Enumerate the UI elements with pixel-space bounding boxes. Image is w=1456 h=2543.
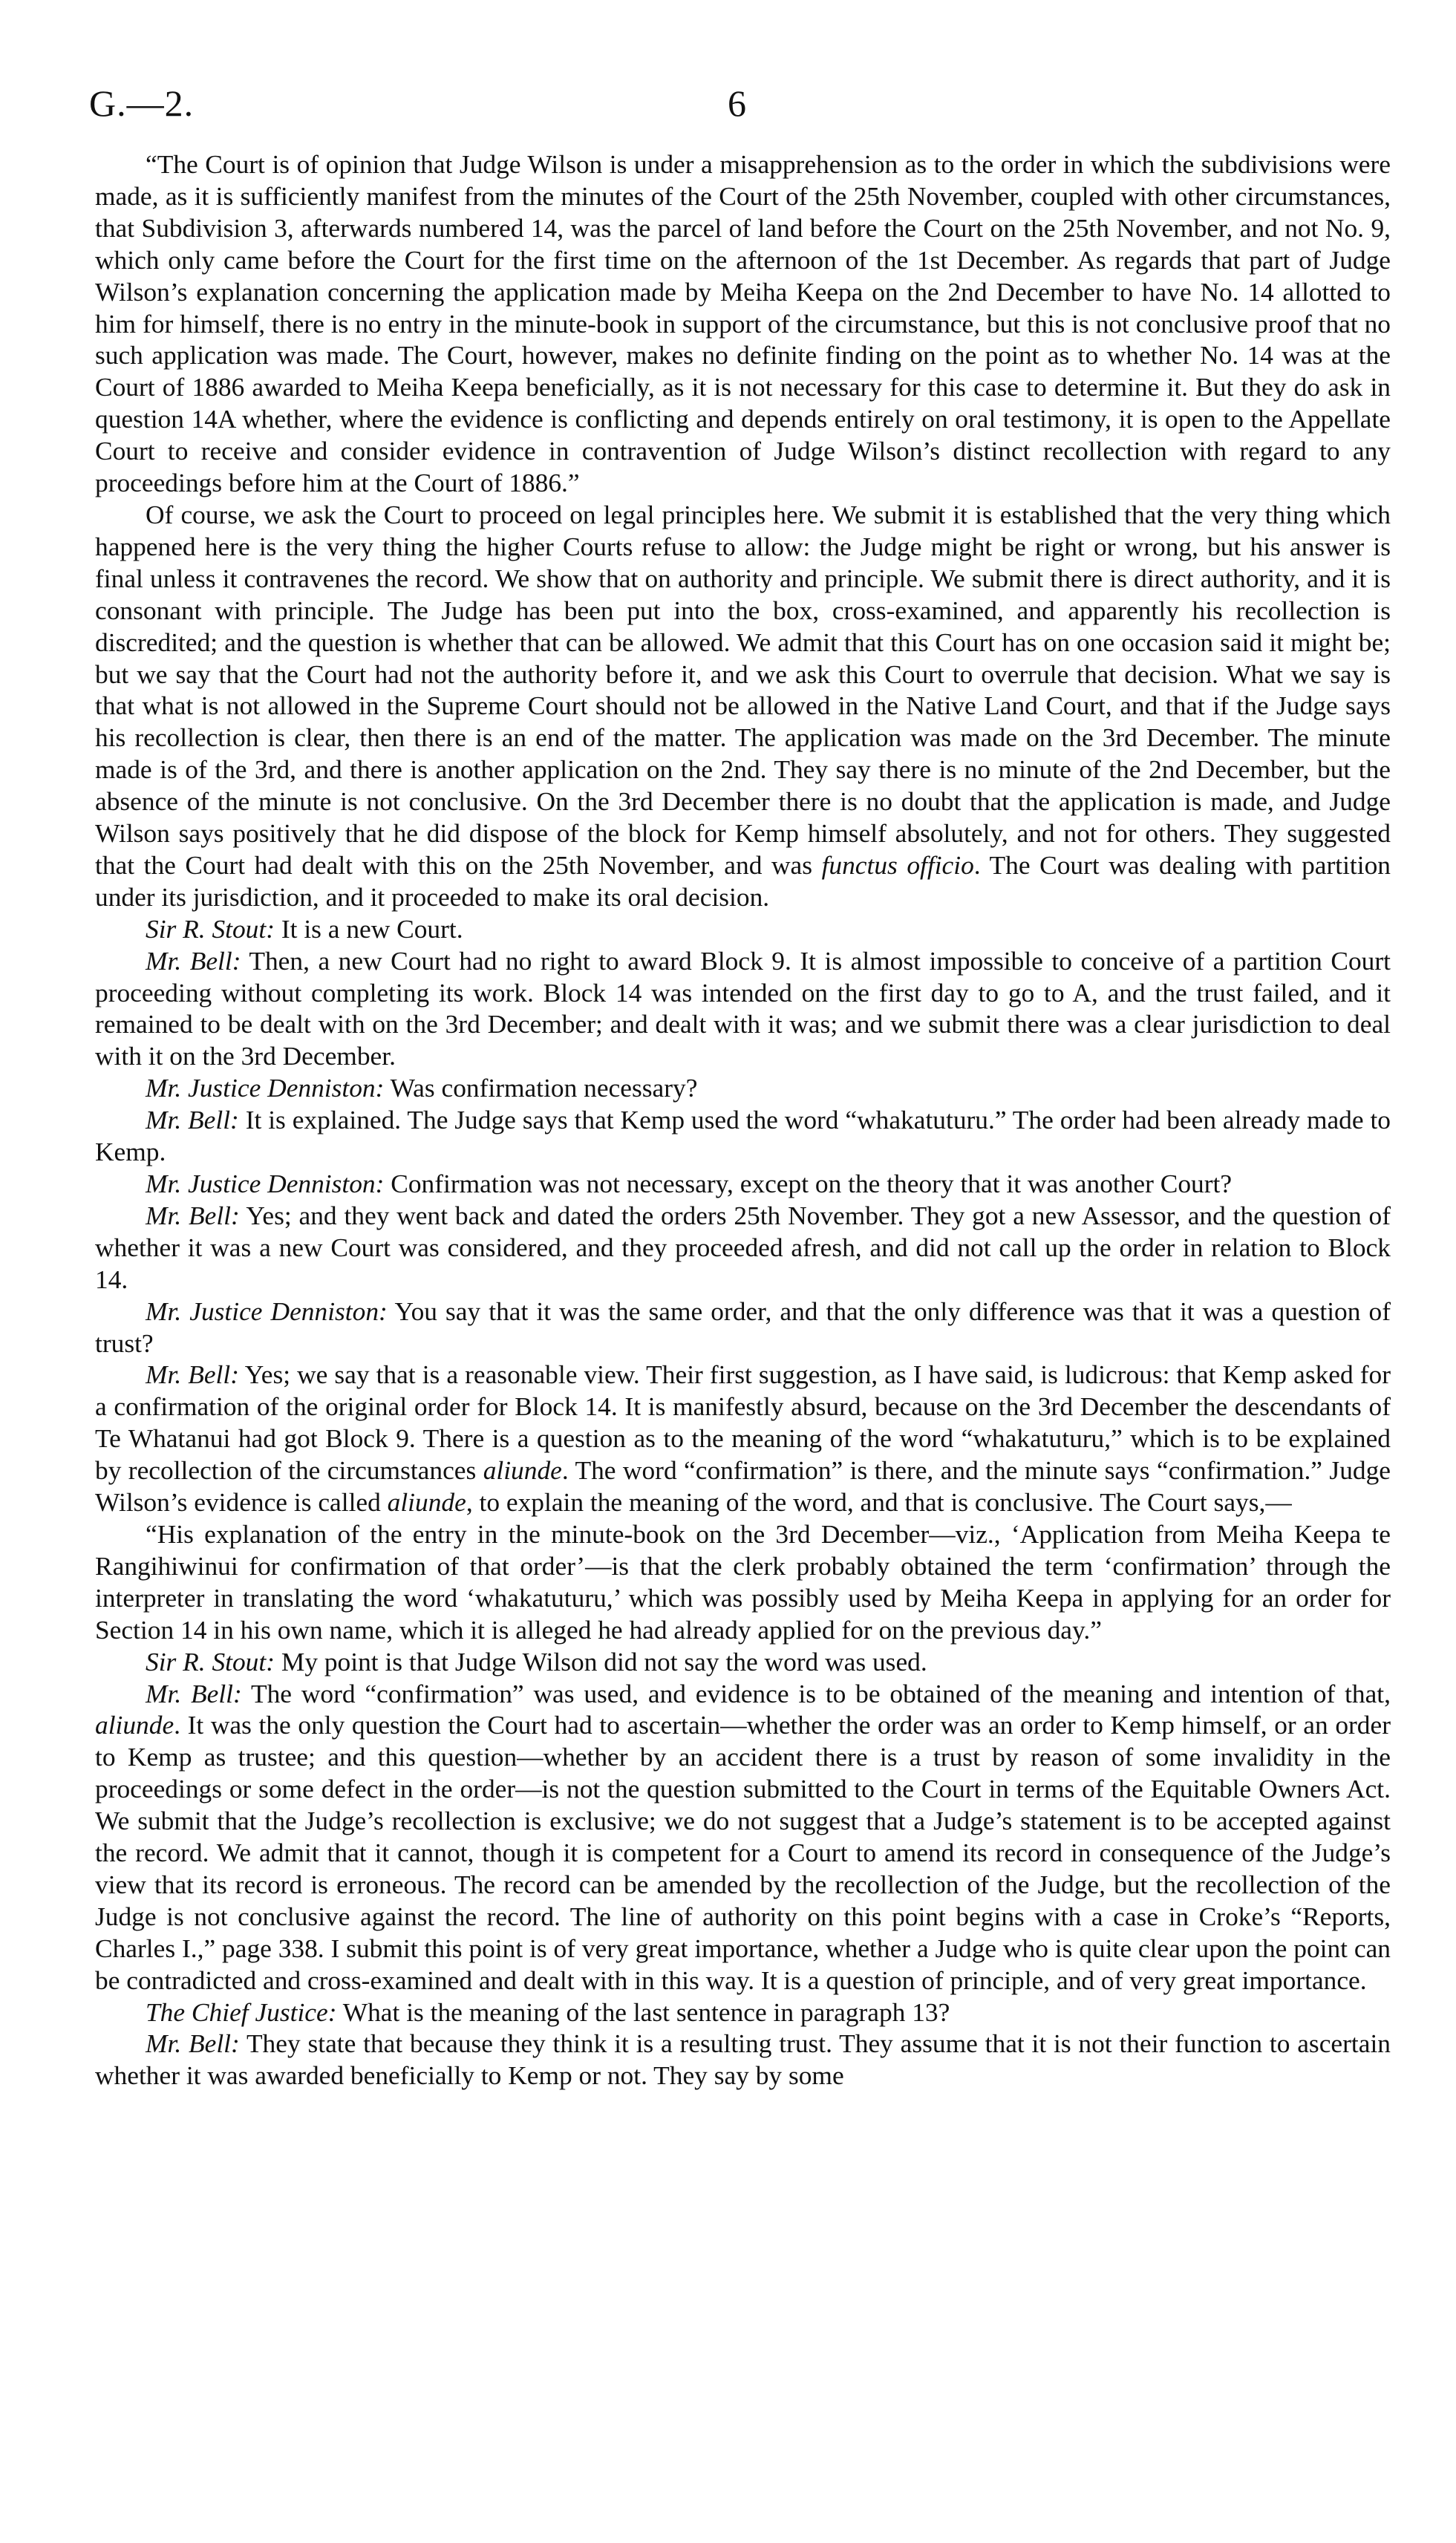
speaker-name: Mr. Justice Denniston: [146, 1296, 388, 1326]
paragraph [95, 1646, 1391, 1678]
paragraph [95, 1296, 1391, 1359]
paragraph [95, 1200, 1391, 1296]
speaker-name: Mr. Bell: [146, 1200, 240, 1230]
paragraph [95, 1072, 1391, 1104]
page-header [89, 82, 1396, 126]
paragraph-text: They state that because they think it is a resulting trust. They assume that it is not their function to ascertain whether it was awarded beneficially to Kemp or not. They say by some [95, 2028, 1391, 2091]
paragraph [95, 148, 1391, 499]
paragraph [95, 1168, 1391, 1200]
speaker-name: Mr. Bell: [146, 2028, 240, 2059]
paragraph [95, 913, 1391, 945]
speaker-name: Mr. Bell: [146, 1678, 242, 1708]
speaker-name: Sir R. Stout: [146, 913, 275, 944]
paragraph-text: You say that it was the same order, and that the only difference was that it was a question of trust? [95, 1296, 1391, 1358]
italic-term: aliunde [387, 1487, 466, 1518]
paragraph-text: “The Court is of opinion that Judge Wilson is under a misapprehension as to the order in which the subdivisions were made, as it is sufficiently manifest from the minutes of the Court of the 25th November, coupled with other circumstances, that Subdivision 3, afterwards numbered 14, was the parcel of land before the Court on the 25th November, and not No. 9, which only came before the Court for the first time on the afternoon of the 1st December. As regards that part of Judge Wilson’s explanation concerning the application made by Meiha Keepa on the 2nd December to have No. 14 allotted to him for himself, there is no entry in the minute-book in support of the circumstance, but this is not conclusive proof that no such application was made. The Court, however, makes no definite finding on the point as to whether No. 14 was at the Court of 1886 awarded to Meiha Keepa beneficially, as it is not necessary for this case to determine it. But they do ask in question 14A whether, where the evidence is conflicting and depends entirely on oral testimony, it is open to the Appellate Court to receive and consider evidence in contravention of Judge Wilson’s distinct recollection with regard to any proceedings before him at the Court of 1886.” [95, 149, 1391, 498]
paragraph-text: Was confirmation necessary? [384, 1073, 698, 1103]
speaker-name: Mr. Bell: [146, 1359, 239, 1390]
speaker-name: The Chief Justice: [146, 1997, 337, 2027]
paragraph-text: The word “confirmation” was used, and evidence is to be obtained of the meaning and intention of that, [241, 1678, 1391, 1708]
page-number: 6 [728, 82, 746, 124]
paragraph [95, 945, 1391, 1073]
paragraph-text: Of course, we ask the Court to proceed on legal principles here. We submit it is established that the very thing which happened here is the very thing the higher Courts refuse to allow: the Judge might be right or wrong, but his answer is final unless it contravenes the record. We show that on authority and principle. We submit there is direct authority, and it is consonant with principle. The Judge has been put into the box, cross-examined, and apparently his recollection is discredited; and the question is whether that can be allowed. We admit that this Court has on one occasion said it might be; but we say that the Court had not the authority before it, and we ask this Court to overrule that decision. What we say is that what is not allowed in the Supreme Court should not be allowed in the Native Land Court, and that if the Judge says his recollection is clear, then there is an end of the matter. The application was made on the 3rd December. The minute made is of the 3rd, and there is another application on the 2nd. They say there is no minute of the 2nd December, but the absence of the minute is not conclusive. On the 3rd December there is no doubt that the application is made, and Judge Wilson says positively that he did dispose of the block for Kemp himself absolutely, and not for others. They suggested that the Court had dealt with this on the 25th November, and was [95, 499, 1391, 880]
paragraph-text: . The word “confirmation” is there, and the minute says “confirmation.” Judge Wilson’s evidence is called [95, 1455, 1391, 1518]
paragraph-text: Confirmation was not necessary, except on the theory that it was another Court? [384, 1169, 1233, 1198]
document-code: G.—2. [89, 82, 195, 124]
document-body [95, 148, 1391, 2092]
speaker-name: Mr. Justice Denniston: [146, 1169, 385, 1198]
italic-term: aliunde [483, 1455, 562, 1486]
paragraph-text: My point is that Judge Wilson did not say the word was used. [275, 1646, 927, 1677]
paragraph-text: . It was the only question the Court had to ascertain—whether the order was an order to Kemp himself, or an order to Kemp as trustee; and this question—whether by an accident there is a trust by reason of some invalidity in the proceedings or some defect in the order—is not the question submitted to the Court in terms of the Equitable Owners Act. We submit that the Judge’s recollection is exclusive; we do not suggest that a Judge’s statement is to be accepted against the record. We admit that it cannot, though it is competent for a Court to amend its record in consequence of the Judge’s view that its record is erroneous. The record can be amended by the recollection of the Judge, but the recollection of the Judge is not conclusive against the record. The line of authority on this point begins with a case in Croke’s “Reports, Charles I.,” page 338. I submit this point is of very great importance, whether a Judge who is quite clear upon the point can be contradicted and cross-examined and dealt with in this way. It is a question of principle, and of very great importance. [95, 1710, 1391, 1995]
speaker-name: Mr. Bell: [146, 945, 241, 976]
speaker-name: Sir R. Stout: [146, 1646, 275, 1677]
paragraph [95, 2028, 1391, 2092]
paragraph-text: , to explain the meaning of the word, and that is conclusive. The Court says,— [466, 1487, 1292, 1518]
paragraph [95, 1518, 1391, 1646]
italic-term: aliunde [95, 1710, 174, 1740]
paragraph [95, 1678, 1391, 1997]
paragraph-text: Yes; we say that is a reasonable view. Their first suggestion, as I have said, is ludicrous: that Kemp asked for a confirmation of the original order for Block 14. It is manifestly absurd, because on the 3rd December the descendants of Te Whatanui had got Block 9. There is a question as to the meaning of the word “whakatuturu,” which is to be explained by recollection of the circumstances [95, 1359, 1391, 1486]
paragraph-text: Yes; and they went back and dated the orders 25th November. They got a new Assessor, and the question of whether it was a new Court was considered, and they proceeded afresh, and did not call up the order in relation to Block 14. [95, 1200, 1391, 1294]
speaker-name: Mr. Justice Denniston: [146, 1073, 385, 1103]
speaker-name: Mr. Bell: [146, 1105, 239, 1135]
paragraph-text: “His explanation of the entry in the minute-book on the 3rd December—viz., ‘Application from Meiha Keepa te Rangihiwinui for confirmation of that order’—is that the clerk probably obtained the term ‘confirmation’ through the interpreter in translating the word ‘whakatuturu,’ which was possibly used by Meiha Keepa in applying for an order for Section 14 in his own name, which it is alleged he had already applied for on the previous day.” [95, 1518, 1391, 1645]
paragraph [95, 1359, 1391, 1518]
italic-term: functus officio [821, 849, 974, 880]
paragraph-text: Then, a new Court had no right to award Block 9. It is almost impossible to conceive of a partition Court proceeding without completing its work. Block 14 was intended on the first day to go to A, and the trust failed, and it remained to be dealt with on the 3rd December; and dealt with it was; and we submit there was a clear jurisdiction to deal with it on the 3rd December. [95, 945, 1391, 1071]
paragraph-text: It is explained. The Judge says that Kemp used the word “whakatuturu.” The order had been already made to Kemp. [95, 1105, 1391, 1167]
paragraph-text: It is a new Court. [275, 913, 463, 944]
paragraph [95, 499, 1391, 913]
paragraph-text: . The Court was dealing with partition under its jurisdiction, and it proceeded to make its oral decision. [95, 849, 1391, 912]
paragraph [95, 1104, 1391, 1168]
paragraph [95, 1997, 1391, 2028]
paragraph-text: What is the meaning of the last sentence in paragraph 13? [336, 1997, 950, 2027]
